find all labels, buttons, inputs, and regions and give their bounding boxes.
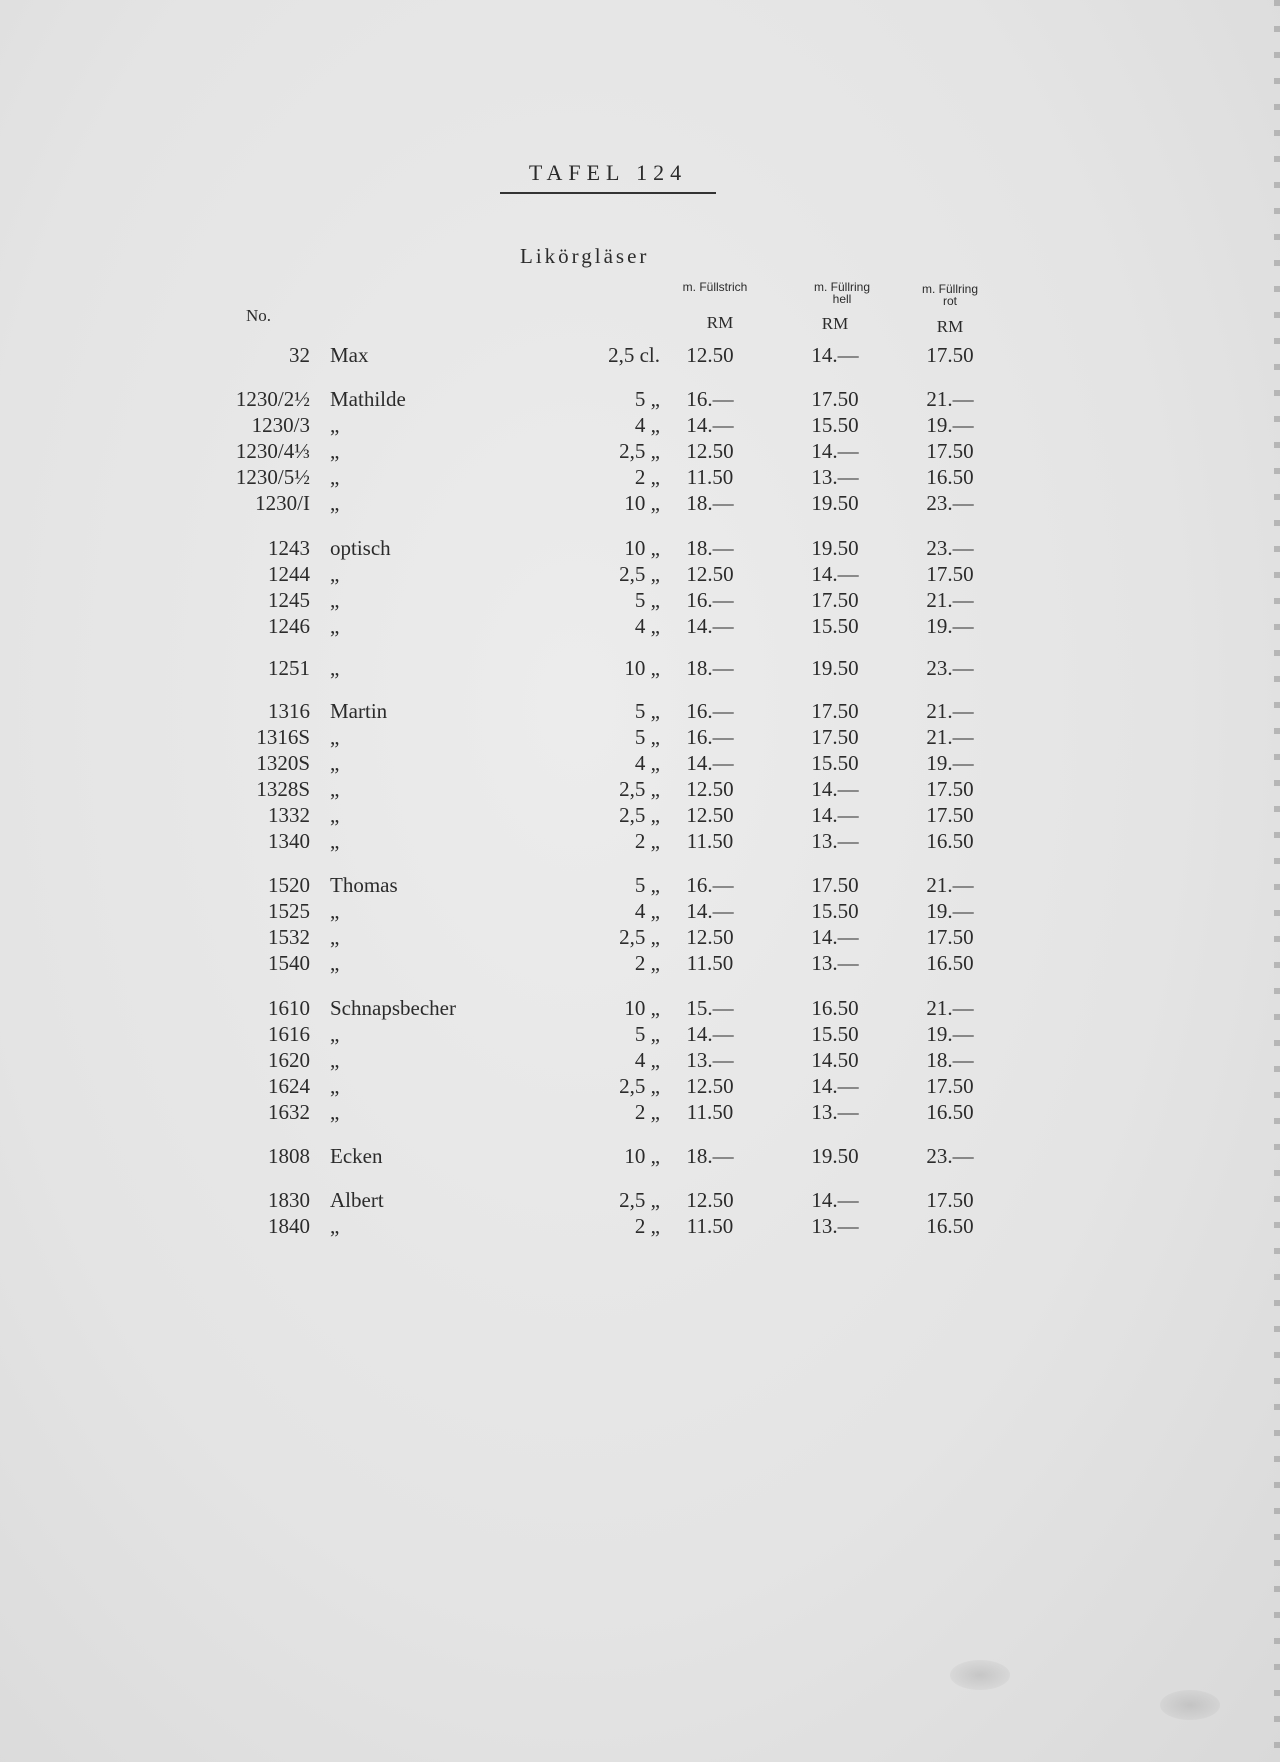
item-number: 32: [289, 343, 310, 367]
price-fuellring-rot: 16.50: [926, 951, 974, 975]
item-size: 2,5 „: [619, 1188, 660, 1212]
item-size: 2 „: [634, 1100, 660, 1124]
item-name: „: [330, 413, 340, 437]
item-number: 1251: [268, 656, 310, 680]
item-size: 2,5 „: [619, 439, 660, 463]
price-fuellring-rot: 17.50: [926, 777, 974, 801]
page-title: TAFEL 124: [500, 160, 716, 194]
item-number: 1246: [268, 614, 310, 638]
price-fuellstrich: 12.50: [686, 777, 734, 801]
price-fuellring-rot: 16.50: [926, 465, 974, 489]
item-name: „: [330, 588, 340, 612]
table-row: [0, 464, 1280, 490]
price-fuellstrich: 11.50: [686, 1214, 734, 1238]
price-fuellstrich: 14.—: [686, 413, 734, 437]
item-number: 1230/2½: [235, 387, 310, 411]
table-heading: Likörgläser: [520, 244, 650, 268]
table-row: [0, 490, 1280, 516]
item-name: Thomas: [330, 873, 398, 897]
price-fuellstrich: 12.50: [686, 1188, 734, 1212]
item-size: 4 „: [634, 614, 660, 638]
table-row: [0, 802, 1280, 828]
item-number: 1540: [268, 951, 310, 975]
price-fuellring-rot: 17.50: [926, 439, 974, 463]
table-row: [0, 587, 1280, 613]
item-name: Max: [330, 343, 369, 367]
price-fuellstrich: 12.50: [686, 803, 734, 827]
price-fuellstrich: 13.—: [686, 1048, 734, 1072]
price-fuellring-rot: 21.—: [926, 873, 974, 897]
price-fuellring-hell: 19.50: [811, 491, 859, 515]
item-name: Mathilde: [330, 387, 406, 411]
price-fuellring-hell: 13.—: [811, 1214, 859, 1238]
price-fuellstrich: 12.50: [686, 925, 734, 949]
item-size: 4 „: [634, 413, 660, 437]
price-fuellring-rot: 17.50: [926, 343, 974, 367]
price-fuellring-hell: 19.50: [811, 1144, 859, 1168]
item-name: „: [330, 1074, 340, 1098]
price-fuellring-hell: 14.—: [811, 343, 859, 367]
item-number: 1316S: [256, 725, 310, 749]
price-fuellstrich: 14.—: [686, 1022, 734, 1046]
table-row: [0, 535, 1280, 561]
table-row: [0, 872, 1280, 898]
item-name: „: [330, 1048, 340, 1072]
table-row: [0, 950, 1280, 976]
item-number: 1532: [268, 925, 310, 949]
item-name: „: [330, 1100, 340, 1124]
table-row: [0, 1073, 1280, 1099]
table-row: [0, 924, 1280, 950]
item-name: „: [330, 614, 340, 638]
item-name: „: [330, 751, 340, 775]
price-fuellring-hell: 14.—: [811, 925, 859, 949]
currency-unit: RM: [821, 314, 849, 333]
item-number: 1245: [268, 588, 310, 612]
item-number: 1616: [268, 1022, 310, 1046]
item-size: 4 „: [634, 1048, 660, 1072]
currency-unit: RM: [706, 313, 734, 332]
item-size: 5 „: [634, 588, 660, 612]
item-number: 1320S: [256, 751, 310, 775]
item-size: 10 „: [624, 996, 660, 1020]
price-fuellring-hell: 15.50: [811, 413, 859, 437]
price-fuellring-rot: 21.—: [926, 996, 974, 1020]
item-name: „: [330, 1022, 340, 1046]
price-fuellring-hell: 17.50: [811, 588, 859, 612]
price-fuellring-rot: 19.—: [926, 1022, 974, 1046]
item-size: 5 „: [634, 387, 660, 411]
price-fuellring-rot: 16.50: [926, 829, 974, 853]
item-size: 2,5 „: [619, 562, 660, 586]
price-fuellstrich: 14.—: [686, 751, 734, 775]
table-row: [0, 898, 1280, 924]
item-number: 1620: [268, 1048, 310, 1072]
price-fuellstrich: 18.—: [686, 536, 734, 560]
column-header-fuellstrich: m. Füllstrich: [682, 280, 748, 294]
item-name: „: [330, 803, 340, 827]
item-name: „: [330, 951, 340, 975]
price-fuellring-rot: 23.—: [926, 536, 974, 560]
price-fuellstrich: 18.—: [686, 656, 734, 680]
table-row: [0, 1047, 1280, 1073]
table-row: [0, 655, 1280, 681]
item-number: 1340: [268, 829, 310, 853]
column-header-number: No.: [246, 306, 272, 325]
price-fuellring-rot: 17.50: [926, 1074, 974, 1098]
item-name: „: [330, 656, 340, 680]
item-size: 2 „: [634, 951, 660, 975]
price-fuellring-rot: 21.—: [926, 387, 974, 411]
price-fuellstrich: 16.—: [686, 873, 734, 897]
item-number: 1525: [268, 899, 310, 923]
table-row: [0, 1021, 1280, 1047]
item-number: 1243: [268, 536, 310, 560]
price-fuellstrich: 18.—: [686, 491, 734, 515]
price-fuellring-rot: 21.—: [926, 699, 974, 723]
price-fuellstrich: 14.—: [686, 899, 734, 923]
price-fuellstrich: 11.50: [686, 465, 734, 489]
table-row: [0, 613, 1280, 639]
price-fuellring-hell: 14.—: [811, 1074, 859, 1098]
item-size: 5 „: [634, 725, 660, 749]
item-size: 4 „: [634, 899, 660, 923]
item-number: 1230/5½: [235, 465, 310, 489]
price-fuellring-hell: 15.50: [811, 1022, 859, 1046]
price-fuellring-hell: 14.—: [811, 1188, 859, 1212]
price-fuellring-rot: 23.—: [926, 1144, 974, 1168]
item-name: „: [330, 491, 340, 515]
price-fuellstrich: 11.50: [686, 1100, 734, 1124]
price-fuellring-rot: 21.—: [926, 725, 974, 749]
price-fuellstrich: 16.—: [686, 699, 734, 723]
price-fuellstrich: 16.—: [686, 725, 734, 749]
item-size: 10 „: [624, 656, 660, 680]
price-fuellring-hell: 13.—: [811, 829, 859, 853]
price-fuellring-hell: 14.50: [811, 1048, 859, 1072]
item-number: 1632: [268, 1100, 310, 1124]
item-size: 2,5 „: [619, 803, 660, 827]
item-name: „: [330, 439, 340, 463]
item-size: 5 „: [634, 1022, 660, 1046]
item-number: 1230/4⅓: [235, 439, 310, 463]
item-number: 1840: [268, 1214, 310, 1238]
item-name: Ecken: [330, 1144, 383, 1168]
item-name: „: [330, 465, 340, 489]
item-name: Martin: [330, 699, 388, 723]
table-row: [0, 386, 1280, 412]
price-fuellring-hell: 16.50: [811, 996, 859, 1020]
price-fuellring-hell: 14.—: [811, 562, 859, 586]
item-name: „: [330, 829, 340, 853]
price-fuellring-rot: 17.50: [926, 803, 974, 827]
item-name: Albert: [330, 1188, 384, 1212]
price-fuellstrich: 16.—: [686, 588, 734, 612]
price-fuellstrich: 12.50: [686, 439, 734, 463]
item-number: 1808: [268, 1144, 310, 1168]
table-row: [0, 1187, 1280, 1213]
price-fuellring-hell: 13.—: [811, 465, 859, 489]
price-fuellring-hell: 15.50: [811, 751, 859, 775]
price-fuellring-hell: 19.50: [811, 536, 859, 560]
price-fuellring-rot: 19.—: [926, 899, 974, 923]
price-fuellstrich: 15.—: [686, 996, 734, 1020]
price-fuellring-hell: 14.—: [811, 803, 859, 827]
price-fuellstrich: 12.50: [686, 1074, 734, 1098]
price-fuellring-hell: 17.50: [811, 873, 859, 897]
price-fuellring-hell: 15.50: [811, 899, 859, 923]
item-size: 10 „: [624, 491, 660, 515]
item-size: 2,5 „: [619, 777, 660, 801]
currency-unit: RM: [936, 317, 964, 336]
item-size: 10 „: [624, 1144, 660, 1168]
price-fuellring-rot: 19.—: [926, 614, 974, 638]
item-name: „: [330, 562, 340, 586]
table-row: [0, 995, 1280, 1021]
item-number: 1230/3: [251, 413, 310, 437]
price-fuellring-rot: 17.50: [926, 1188, 974, 1212]
price-fuellring-hell: 17.50: [811, 387, 859, 411]
item-size: 5 „: [634, 699, 660, 723]
price-fuellring-hell: 17.50: [811, 725, 859, 749]
item-name: „: [330, 1214, 340, 1238]
price-fuellring-rot: 17.50: [926, 562, 974, 586]
price-fuellring-hell: 13.—: [811, 951, 859, 975]
item-name: optisch: [330, 536, 391, 560]
table-row: [0, 776, 1280, 802]
item-number: 1230/I: [255, 491, 310, 515]
table-row: [0, 1099, 1280, 1125]
price-fuellring-rot: 21.—: [926, 588, 974, 612]
price-fuellring-rot: 23.—: [926, 656, 974, 680]
item-size: 2 „: [634, 465, 660, 489]
table-row: [0, 724, 1280, 750]
price-fuellstrich: 12.50: [686, 343, 734, 367]
price-fuellring-hell: 13.—: [811, 1100, 859, 1124]
item-size: 2 „: [634, 829, 660, 853]
item-size: 2 „: [634, 1214, 660, 1238]
item-name: „: [330, 925, 340, 949]
item-number: 1624: [268, 1074, 310, 1098]
item-size: 4 „: [634, 751, 660, 775]
price-fuellring-hell: 19.50: [811, 656, 859, 680]
item-size: 2,5 „: [619, 1074, 660, 1098]
table-row: [0, 698, 1280, 724]
item-number: 1830: [268, 1188, 310, 1212]
item-size: 2,5 „: [619, 925, 660, 949]
price-fuellring-hell: 15.50: [811, 614, 859, 638]
item-number: 1610: [268, 996, 310, 1020]
price-fuellring-hell: 17.50: [811, 699, 859, 723]
price-fuellring-hell: 14.—: [811, 777, 859, 801]
table-row: [0, 1143, 1280, 1169]
price-fuellstrich: 11.50: [686, 951, 734, 975]
column-header-fuellring-hell: m. Füllring hell: [813, 280, 870, 306]
item-size: 5 „: [634, 873, 660, 897]
price-fuellstrich: 11.50: [686, 829, 734, 853]
price-fuellring-rot: 17.50: [926, 925, 974, 949]
item-number: 1244: [268, 562, 310, 586]
price-fuellring-rot: 19.—: [926, 751, 974, 775]
item-name: „: [330, 725, 340, 749]
item-size: 2,5 cl.: [608, 343, 660, 367]
item-number: 1520: [268, 873, 310, 897]
price-fuellstrich: 14.—: [686, 614, 734, 638]
price-fuellring-rot: 19.—: [926, 413, 974, 437]
price-fuellring-rot: 16.50: [926, 1100, 974, 1124]
item-size: 10 „: [624, 536, 660, 560]
price-fuellring-hell: 14.—: [811, 439, 859, 463]
price-fuellring-rot: 18.—: [926, 1048, 974, 1072]
price-fuellstrich: 12.50: [686, 562, 734, 586]
column-header-fuellring-rot: m. Füllring rot: [921, 282, 978, 308]
item-name: „: [330, 899, 340, 923]
price-fuellring-rot: 16.50: [926, 1214, 974, 1238]
item-number: 1328S: [256, 777, 310, 801]
item-name: Schnapsbecher: [330, 996, 456, 1020]
price-fuellring-rot: 23.—: [926, 491, 974, 515]
item-number: 1332: [268, 803, 310, 827]
price-fuellstrich: 16.—: [686, 387, 734, 411]
table-row: [0, 828, 1280, 854]
table-row: [0, 412, 1280, 438]
table-row: [0, 1213, 1280, 1239]
table-row: [0, 750, 1280, 776]
table-row: [0, 561, 1280, 587]
price-fuellstrich: 18.—: [686, 1144, 734, 1168]
item-number: 1316: [268, 699, 310, 723]
item-name: „: [330, 777, 340, 801]
table-row: [0, 438, 1280, 464]
table-row: [0, 342, 1280, 368]
